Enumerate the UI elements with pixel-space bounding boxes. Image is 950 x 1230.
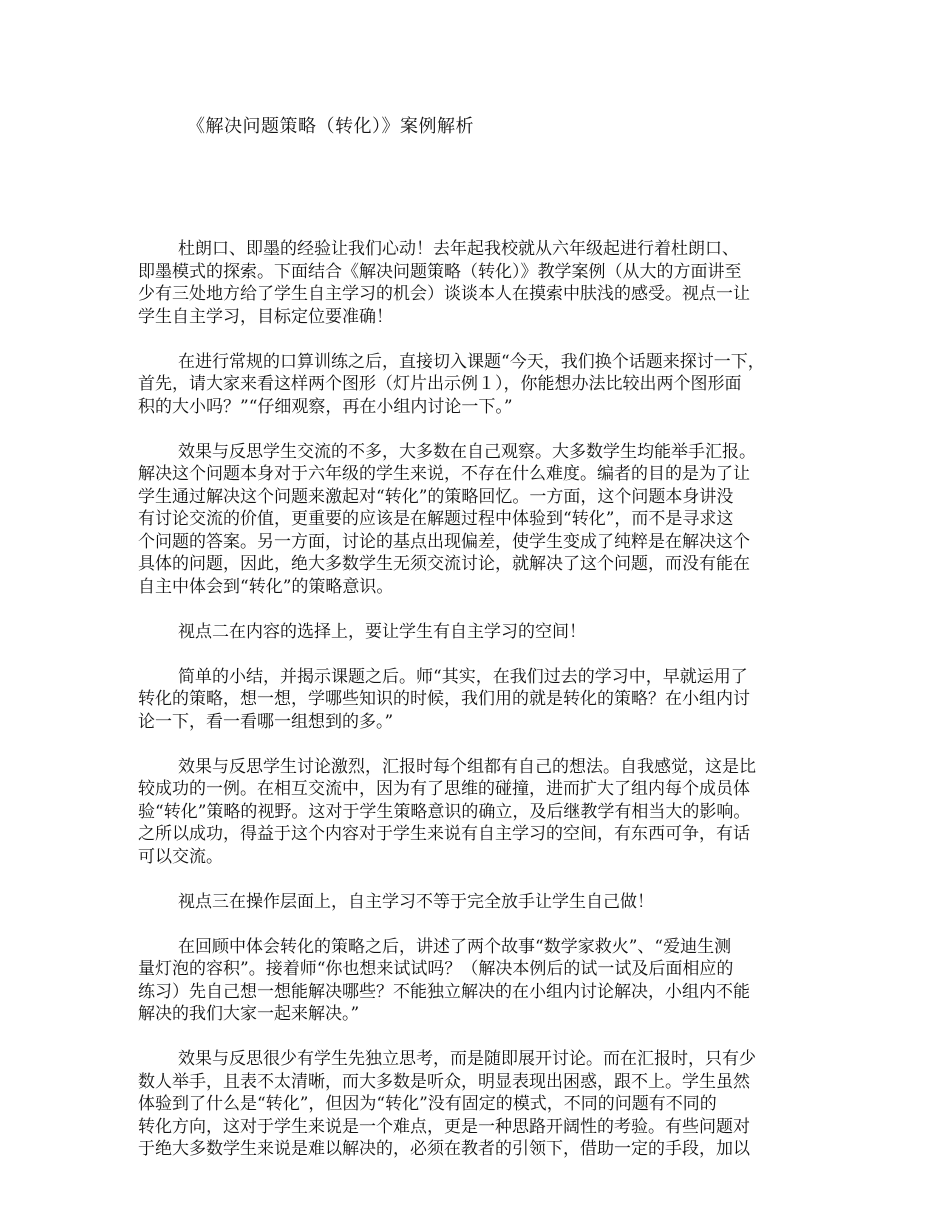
paragraph-line: 练习）先自己想一想能解决哪些？不能独立解决的在小组内讨论解决，小组内不能 — [138, 981, 750, 1002]
paragraph-line: 转化的策略，想一想，学哪些知识的时候，我们用的就是转化的策略？在小组内讨 — [138, 689, 750, 709]
paragraph-line: 效果与反思学生交流的不多，大多数在自己观察。大多数学生均能举手汇报。 — [178, 441, 756, 462]
paragraph-line: 效果与反思很少有学生先独立思考，而是随即展开讨论。而在汇报时，只有少 — [178, 1049, 756, 1069]
paragraph-line: 积的大小吗？”“仔细观察，再在小组内讨论一下。” — [138, 396, 513, 417]
paragraph-line: 自主中体会到“转化”的策略意识。 — [138, 576, 394, 597]
paragraph — [138, 238, 810, 328]
paragraph-line: 之所以成功，得益于这个内容对于学生来说有自主学习的空间，有东西可争，有话 — [138, 824, 750, 844]
paragraph-line: 具体的问题，因此，绝大多数学生无须交流讨论，就解决了这个问题，而没有能在 — [138, 554, 750, 574]
paragraph-line: 量灯泡的容积”。接着师“你也想来试试吗？（解决本例后的试一试及后面相应的 — [138, 959, 734, 979]
paragraph — [138, 621, 810, 644]
paragraph-line: 简单的小结，并揭示课题之后。师“其实，在我们过去的学习中，早就运用了 — [178, 666, 748, 687]
paragraph-line: 有讨论交流的价值，更重要的应该是在解题过程中体验到“转化”，而不是寻求这 — [138, 509, 734, 529]
paragraph — [138, 891, 810, 914]
paragraph — [138, 441, 810, 599]
paragraph — [138, 936, 810, 1026]
paragraph-line: 视点二在内容的选择上，要让学生有自主学习的空间！ — [178, 621, 586, 642]
paragraph-line: 于绝大多数学生来说是难以解决的，必须在教者的引领下，借助一定的手段，加以 — [138, 1139, 750, 1159]
paragraph-line: 在进行常规的口算训练之后，直接切入课题“今天，我们换个话题来探讨一下， — [178, 351, 765, 372]
paragraph-line: 解决的我们大家一起来解决。” — [138, 1004, 360, 1024]
paragraph-line: 解决这个问题本身对于六年级的学生来说，不存在什么难度。编者的目的是为了让 — [138, 464, 750, 484]
paragraph — [138, 1048, 810, 1161]
paragraph-line: 可以交流。 — [138, 846, 223, 867]
document-title: 《解决问题策略（转化）》案例解析 — [187, 116, 474, 137]
paragraph-line: 数人举手，且表不太清晰，而大多数是听众，明显表现出困惑，跟不上。学生虽然 — [138, 1071, 750, 1092]
paragraph-line: 个问题的答案。另一方面，讨论的基点出现偏差，使学生变成了纯粹是在解决这个 — [138, 531, 750, 552]
document-body — [138, 238, 810, 1183]
paragraph-line: 验“转化”策略的视野。这对于学生策略意识的确立，及后继教学有相当大的影响。 — [138, 801, 751, 822]
paragraph — [138, 666, 810, 734]
paragraph — [138, 756, 810, 869]
paragraph-line: 效果与反思学生讨论激烈，汇报时每个组都有自己的想法。自我感觉，这是比 — [178, 756, 756, 777]
paragraph — [138, 351, 810, 419]
paragraph-line: 转化方向，这对于学生来说是一个难点，更是一种思路开阔性的考验。有些问题对 — [138, 1116, 750, 1137]
paragraph-line: 杜朗口、即墨的经验让我们心动！去年起我校就从六年级起进行着杜朗口、 — [178, 239, 739, 259]
paragraph-line: 体验到了什么是“转化”，但因为“转化”没有固定的模式，不同的问题有不同的 — [138, 1094, 717, 1114]
paragraph-line: 较成功的一例。在相互交流中，因为有了思维的碰撞，进而扩大了组内每个成员体 — [138, 779, 750, 799]
paragraph-line: 论一下，看一看哪一组想到的多。” — [138, 711, 394, 732]
paragraph-line: 学生通过解决这个问题来激起对“转化”的策略回忆。一方面，这个问题本身讲没 — [138, 486, 734, 507]
paragraph-line: 学生自主学习，目标定位要准确！ — [138, 306, 393, 327]
paragraph-line: 在回顾中体会转化的策略之后，讲述了两个故事“数学家救火”、“爱迪生测 — [178, 936, 732, 957]
paragraph-line: 少有三处地方给了学生自主学习的机会）谈谈本人在摸索中肤浅的感受。视点一让 — [138, 284, 750, 304]
paragraph-line: 视点三在操作层面上，自主学习不等于完全放手让学生自己做！ — [178, 891, 654, 912]
paragraph-line: 即墨模式的探索。下面结合《解决问题策略（转化）》教学案例（从大的方面讲至 — [138, 261, 742, 282]
paragraph-line: 首先，请大家来看这样两个图形（灯片出示例１），你能想办法比较出两个图形面 — [138, 374, 742, 394]
